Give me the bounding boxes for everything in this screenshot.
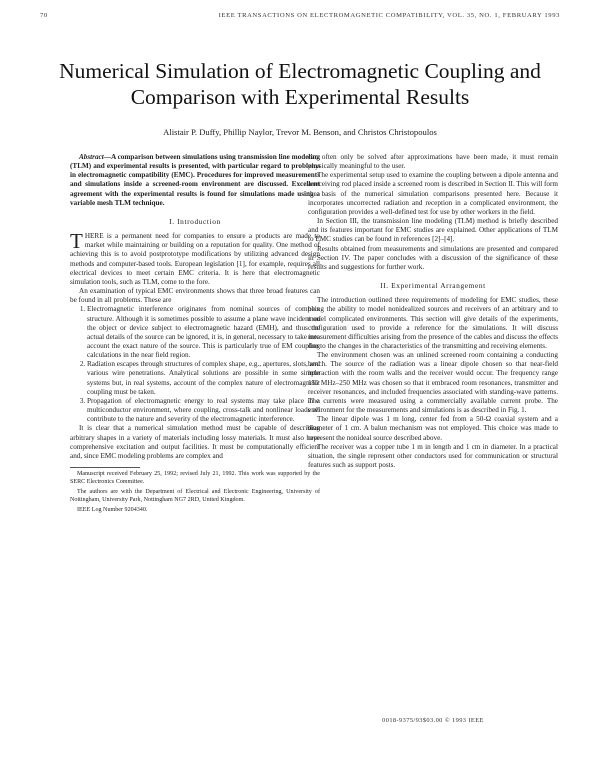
body-paragraph: The introduction outlined three requirements of modeling for EMC studies, these being the ability to model nonidealized sources and receivers of an arbitrary and to model complicated environments. This section will give details of the experiments, configuration used to provide a reference for the simulations. It will discuss measurement difficulties arising from the presence of the cables and discuss the effects due to the changes in the characteristics of the transmitting and receiving elements. (308, 296, 559, 350)
body-paragraph: The receiver was a copper tube 1 m in length and 1 cm in diameter. In a practical situation, the single represent other conductors used for communication or structural features such as support posts. (308, 442, 558, 469)
body-paragraph: The experimental setup used to examine the coupling between a dipole antenna and a receiving rod placed inside a screened room is described in Section II. This will form the basis of the numerical simulation comparisons presented here. Because it incorporates uncorrected radiation and reception in a complicated environment, the configuration provides a well-defined test for use by other workers in the field. (308, 171, 558, 216)
footnote-affiliation: The authors are with the Department of Electrical and Electronic Engineering, University of Nottingham, University Park, Nottingham NG7 2RD, United Kingdom. (70, 489, 320, 503)
intro-paragraph-1 (70, 229, 320, 287)
body-paragraph: In Section III, the transmission line modeling (TLM) method is briefly described and its features important for EMC studies are explained. Other applications of TLM to EMC studies can be found in references [2]–[4]. (308, 217, 558, 244)
feature-list (70, 305, 320, 424)
intro-paragraph-3: It is clear that a numerical simulation method must be capable of describing arbitrary shapes in a variety of materials including lossy materials. It must also have comprehensive excitation and output facilities. It must be computationally efficient and, since EMC modeling problems are complex and (70, 424, 320, 460)
list-item: 3. Propagation of electromagnetic energy to real systems may take place in a multiconductor environment, where coupling, cross-talk and nonlinear loads all contribute to the nature and severity of the electromagnetic interference. (87, 397, 320, 424)
abstract-label: Abstract— (79, 153, 111, 161)
copyright-code: 0018-9375/93$03.00 © 1993 IEEE (382, 717, 484, 724)
paper-title: Numerical Simulation of Electromagnetic Coupling and Comparison with Experimental Results (59, 59, 541, 109)
journal-header: IEEE TRANSACTIONS ON ELECTROMAGNETIC COMPATIBILITY, VOL. 35, NO. 1, FEBRUARY 1993 (218, 12, 560, 19)
running-head (40, 12, 560, 24)
footnote-ieee-log: IEEE Log Number 9204340. (77, 507, 148, 514)
drop-cap: T (70, 229, 83, 254)
left-column (70, 153, 320, 515)
body-paragraph: Results obtained from measurements and simulations are presented and compared in Section IV. The paper concludes with a discussion of the significance of these results and suggestions for further work. (308, 244, 558, 271)
page-number: 70 (40, 12, 48, 19)
footnote-received: Manuscript received February 25, 1992; revised July 21, 1992. This work was supported by the SERC Electronics Committee. (70, 471, 320, 485)
section-heading-experimental: II. Experimental Arrangement (380, 281, 486, 291)
intro-paragraph-2: An examination of typical EMC environments shows that three broad features can be found in all problems. These are (70, 287, 320, 305)
body-paragraph: The linear dipole was 1 m long, center fed from a 50-Ω coaxial system and a diameter of 1 cm. A balun mechanism was not employed. This choice was made to represent the nonideal source described above. (308, 415, 558, 442)
footnote-rule (70, 467, 140, 468)
intro-paragraph-1-text: HERE is a permanent need for companies to ensure a products are made to market while maintaining or building on a reputation for quality. One method of achieving this is to avoid postprototype modifications by utilizing advanced design methods and computer-based tools. European legislation [1], for example, requires all electrical devices to meet certain EMC criteria. It is here that electromagnetic simulation tools, such as TLM, come to the fore. (70, 232, 320, 286)
abstract (70, 153, 320, 208)
abstract-text: A comparison between simulations using transmission line modeling (TLM) and experimental results is presented, with particular regard to problems in electromagnetic compatibility (EMC). Procedures for improved measurements and simulations inside a screened-room environment are discussed. Excellent agreement with the experimental results is found for simulations made using a variable mesh TLM technique. (70, 153, 320, 207)
body-paragraph: The environment chosen was an unlined screened room containing a conducting bench. The source of the radiation was a linear dipole chosen so that near-field interaction with the room walls and the receiver would occur. The frequency range 150 MHz–250 MHz was chosen so that it embraced room resonances, transmitter and receiver resonances, and included frequencies associated with standing-wave patterns. The currents were measured using a commercially available current probe. The environment for the measurements and simulations is as described in Fig. 1. (308, 351, 558, 415)
author-list: Alistair P. Duffy, Phillip Naylor, Trevor M. Benson, and Christos Christopoulos (163, 127, 437, 137)
right-column (308, 153, 558, 470)
list-item: 2. Radiation escapes through structures of complex shape, e.g., apertures, slots, and various wire penetrations. Analytical solutions are possible in some simple systems but, in real systems, account of the complex nature of electromagnetic coupling must be taken. (87, 360, 320, 397)
list-item: 1. Electromagnetic interference originates from nominal sources of complex structure. Although it is sometimes possible to assume a plane wave incident on the object or device subject to electromagnetic hazard (EMH), and thus the actual details of the source can be ignored, it is, in general, necessary to take into account the exact nature of the source. This is particularly true of EM coupling calculations in the near field region. (87, 305, 320, 360)
section-heading-introduction: I. Introduction (169, 216, 221, 226)
body-paragraph: can often only be solved after approximations have been made, it must remain physically meaningful to the user. (308, 153, 558, 171)
